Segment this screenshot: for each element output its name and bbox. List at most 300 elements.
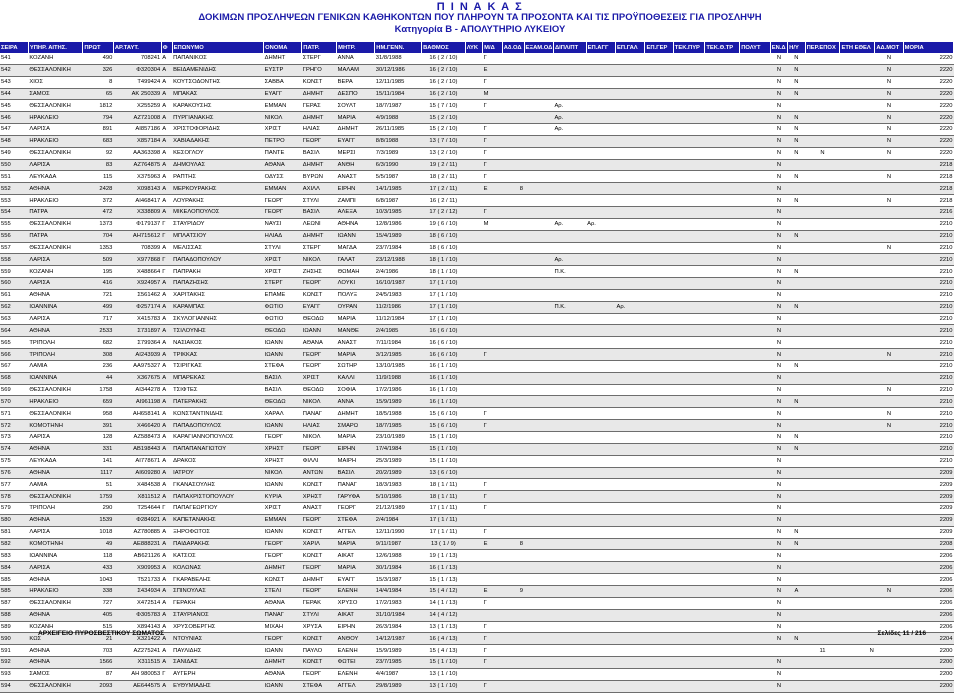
table-row <box>0 218 954 230</box>
table-cell: ΔΕΣΠΟ <box>337 88 375 100</box>
table-cell <box>586 325 615 337</box>
table-cell: 17 ( 1 / 11) <box>422 526 466 538</box>
table-cell <box>586 360 615 372</box>
table-cell: ΤΡΙΚΚΑΣ <box>172 349 264 361</box>
table-cell <box>805 313 840 325</box>
table-cell <box>465 349 482 361</box>
table-cell: 2220 <box>903 112 953 124</box>
table-cell <box>805 254 840 266</box>
table-cell: ΑΝΘΟΥ <box>337 633 375 645</box>
table-cell <box>616 313 645 325</box>
table-cell <box>524 680 553 692</box>
table-cell: ΑΙ344278 <box>113 384 161 396</box>
table-cell <box>502 597 524 609</box>
table-cell: 17 ( 2 / 11) <box>422 183 466 195</box>
table-cell <box>465 135 482 147</box>
table-cell: Α <box>161 88 172 100</box>
table-cell <box>465 420 482 432</box>
table-cell: Φ305783 <box>113 609 161 621</box>
table-cell: ΚΟΜΟΤΗΝΗ <box>28 420 82 432</box>
table-cell <box>483 372 503 384</box>
table-cell: ΦΩΤΕΙ <box>337 657 375 669</box>
column-header: ΕΤΗ ΕΘΕΛ <box>840 42 875 53</box>
table-cell <box>875 609 903 621</box>
table-cell <box>740 100 771 112</box>
table-cell: 2206 <box>903 562 953 574</box>
table-cell <box>840 349 875 361</box>
table-cell: 2210 <box>903 266 953 278</box>
table-cell: Ν <box>788 76 805 88</box>
table-cell: ΚΩΝΣΤΑΝΤΙΝΙΔΗΣ <box>172 408 264 420</box>
table-cell <box>645 242 673 254</box>
table-cell: ΔΗΜΗΤ <box>264 657 302 669</box>
table-cell: Α <box>161 372 172 384</box>
table-cell: ΜΑΡΙΑ <box>337 562 375 574</box>
table-cell: Ε <box>483 585 503 597</box>
table-cell <box>502 64 524 76</box>
table-cell: Ν <box>875 64 903 76</box>
table-cell: Ν <box>770 396 787 408</box>
table-cell <box>673 657 705 669</box>
table-cell <box>740 147 771 159</box>
table-cell <box>840 443 875 455</box>
table-cell: ΔΗΜΟΥΛΑΣ <box>172 159 264 171</box>
table-cell: ΜΑΛΑΜ <box>337 64 375 76</box>
column-header: ΟΝΟΜΑ <box>264 42 302 53</box>
table-cell: ΟΥΡΑΝ <box>337 301 375 313</box>
table-cell: 2210 <box>903 408 953 420</box>
table-cell: 569 <box>0 384 28 396</box>
table-row <box>0 538 954 550</box>
table-cell: ΗΛΙΑΣ <box>302 420 337 432</box>
table-cell <box>840 313 875 325</box>
table-cell: 587 <box>0 597 28 609</box>
table-cell <box>840 64 875 76</box>
table-cell <box>705 585 740 597</box>
table-cell: Ν <box>770 53 787 64</box>
table-cell <box>465 278 482 290</box>
table-cell: ΧΡΥΣΟΒΕΡΓΗΣ <box>172 621 264 633</box>
table-cell: Α <box>161 337 172 349</box>
table-cell: Γ <box>161 668 172 680</box>
table-cell <box>740 349 771 361</box>
table-cell: 16 ( 1 / 10) <box>422 360 466 372</box>
table-cell <box>840 124 875 136</box>
table-cell <box>705 325 740 337</box>
table-cell <box>805 100 840 112</box>
table-cell: Ν <box>788 526 805 538</box>
table-cell <box>673 183 705 195</box>
table-cell: Χ311515 <box>113 657 161 669</box>
table-cell: ΓΕΡΑΚ <box>302 597 337 609</box>
table-cell <box>586 503 615 515</box>
table-cell <box>788 491 805 503</box>
table-cell: Σ434934 <box>113 585 161 597</box>
table-cell: Α <box>161 609 172 621</box>
table-cell <box>673 53 705 64</box>
table-cell: ΑΥΓΕΡΗ <box>172 668 264 680</box>
table-cell: ΑΘΗΝΑ <box>28 467 82 479</box>
table-cell: ΤΡΙΠΟΛΗ <box>28 337 82 349</box>
table-cell: ΘΕΟΔΩ <box>264 396 302 408</box>
table-cell: Γ <box>161 503 172 515</box>
table-cell <box>740 657 771 669</box>
table-cell <box>705 597 740 609</box>
table-cell <box>840 633 875 645</box>
table-cell <box>875 597 903 609</box>
table-cell <box>553 668 586 680</box>
table-cell <box>788 680 805 692</box>
table-cell <box>586 443 615 455</box>
table-cell: Ν <box>770 325 787 337</box>
table-cell <box>788 657 805 669</box>
table-cell <box>805 467 840 479</box>
table-cell: ΒΑΣΙΛ <box>337 467 375 479</box>
table-cell: Α <box>161 53 172 64</box>
table-cell <box>616 242 645 254</box>
table-cell: 2210 <box>903 230 953 242</box>
table-cell: 562 <box>0 301 28 313</box>
table-cell: 16 ( 2 / 10) <box>422 53 466 64</box>
table-cell <box>875 680 903 692</box>
table-cell <box>673 360 705 372</box>
table-cell <box>805 206 840 218</box>
table-cell <box>705 574 740 586</box>
table-cell: Γ <box>483 159 503 171</box>
table-row <box>0 195 954 207</box>
table-cell: 87 <box>83 668 114 680</box>
table-cell <box>553 206 586 218</box>
table-cell: ΘΕΣΣΑΛΟΝΙΚΗ <box>28 218 82 230</box>
table-cell: ΚΟΖΑΝΗ <box>28 621 82 633</box>
table-cell <box>553 491 586 503</box>
table-cell <box>645 455 673 467</box>
column-header: ΔΙΠΛ/ΠΤ <box>553 42 586 53</box>
table-cell: ΜΙΧΑΗ <box>264 621 302 633</box>
table-cell <box>645 325 673 337</box>
table-cell: ΘΕΟΔΩ <box>302 384 337 396</box>
table-cell: 16 ( 6 / 10) <box>422 337 466 349</box>
table-cell <box>805 53 840 64</box>
table-cell <box>645 609 673 621</box>
table-cell: Γ <box>483 147 503 159</box>
table-cell: 12/11/1990 <box>375 526 422 538</box>
table-cell <box>465 526 482 538</box>
table-cell <box>465 289 482 301</box>
table-cell: 594 <box>0 680 28 692</box>
table-cell <box>645 360 673 372</box>
table-cell <box>586 88 615 100</box>
table-cell: 10/3/1985 <box>375 206 422 218</box>
table-cell: Ν <box>770 313 787 325</box>
table-row <box>0 53 954 64</box>
table-row <box>0 183 954 195</box>
table-cell <box>645 195 673 207</box>
table-cell: 13 ( 6 / 10) <box>422 467 466 479</box>
table-cell: Α <box>161 491 172 503</box>
table-cell: ΓΕΩΡΓ <box>302 349 337 361</box>
table-cell <box>483 313 503 325</box>
table-cell: Ν <box>770 526 787 538</box>
table-cell: Ν <box>770 230 787 242</box>
table-cell: ΧΡΙΣΤ <box>264 266 302 278</box>
table-cell <box>524 218 553 230</box>
table-cell: ΘΕΣΣΑΛΟΝΙΚΗ <box>28 491 82 503</box>
table-cell <box>875 479 903 491</box>
table-row <box>0 76 954 88</box>
table-cell <box>465 621 482 633</box>
table-cell <box>875 657 903 669</box>
table-cell <box>553 574 586 586</box>
table-cell <box>788 621 805 633</box>
table-cell: 30/12/1986 <box>375 64 422 76</box>
table-cell: 472 <box>83 206 114 218</box>
table-cell <box>673 313 705 325</box>
table-cell <box>788 337 805 349</box>
table-cell <box>673 124 705 136</box>
table-cell: ΝΑΣΙΑΚΟΣ <box>172 337 264 349</box>
table-cell: ΒΕΙΔΑΜΕΝΙΔΗΣ <box>172 64 264 76</box>
table-cell: 2206 <box>903 585 953 597</box>
table-cell: 546 <box>0 112 28 124</box>
table-cell: Ν <box>770 206 787 218</box>
table-cell <box>616 514 645 526</box>
table-cell <box>645 171 673 183</box>
table-cell: ΑΖ275241 <box>113 645 161 657</box>
table-cell: ΧΡΙΣΤ <box>264 124 302 136</box>
table-cell: ΓΕΩΡΓ <box>302 360 337 372</box>
table-cell: 23/10/1989 <box>375 432 422 444</box>
table-cell <box>553 432 586 444</box>
table-row <box>0 657 954 669</box>
table-cell <box>875 503 903 515</box>
table-cell <box>483 432 503 444</box>
table-cell: Ν <box>770 479 787 491</box>
table-cell <box>524 124 553 136</box>
table-cell <box>553 443 586 455</box>
table-cell: 17 ( 1 / 10) <box>422 301 466 313</box>
table-cell <box>524 112 553 124</box>
table-cell <box>465 112 482 124</box>
table-cell <box>788 562 805 574</box>
table-cell <box>705 337 740 349</box>
table-cell <box>805 668 840 680</box>
table-cell <box>740 597 771 609</box>
table-cell <box>616 76 645 88</box>
table-cell <box>502 266 524 278</box>
table-cell <box>586 206 615 218</box>
table-cell: ΠΑΠΑΖΗΣΗΣ <box>172 278 264 290</box>
table-cell <box>586 657 615 669</box>
table-cell: 21 <box>83 633 114 645</box>
table-cell: Α <box>161 301 172 313</box>
table-cell: 2204 <box>903 633 953 645</box>
table-cell: ΑΙ857186 <box>113 124 161 136</box>
table-cell <box>645 550 673 562</box>
table-cell <box>840 597 875 609</box>
table-cell <box>788 242 805 254</box>
table-cell: ΑΘΗΝΑ <box>28 183 82 195</box>
table-cell: ΠΑΤΡΑ <box>28 230 82 242</box>
table-cell: 4/9/1988 <box>375 112 422 124</box>
table-cell: ΧΡΙΣΤ <box>264 503 302 515</box>
table-cell <box>553 313 586 325</box>
table-cell: ΛΑΜΙΑ <box>28 479 82 491</box>
table-cell <box>673 633 705 645</box>
table-cell: ΓΕΩΡΓ <box>302 562 337 574</box>
table-cell <box>502 254 524 266</box>
table-cell: 683 <box>83 135 114 147</box>
table-cell <box>840 76 875 88</box>
table-cell <box>645 112 673 124</box>
table-cell <box>483 668 503 680</box>
table-cell <box>524 384 553 396</box>
table-cell <box>465 633 482 645</box>
table-cell <box>788 514 805 526</box>
table-cell: ΔΗΜΗΤ <box>302 88 337 100</box>
table-cell: ΜΠΑΡΕΚΑΣ <box>172 372 264 384</box>
column-header: ΑΡ.ΤΑΥΤ. <box>113 42 161 53</box>
table-cell: 593 <box>0 668 28 680</box>
table-cell <box>788 574 805 586</box>
table-cell <box>840 325 875 337</box>
table-cell <box>740 124 771 136</box>
table-cell <box>586 455 615 467</box>
table-cell: ΑΝΑΣΤ <box>337 337 375 349</box>
table-cell <box>645 420 673 432</box>
table-cell <box>875 491 903 503</box>
table-cell <box>840 266 875 278</box>
column-header: ΕΝ.Δ <box>770 42 787 53</box>
table-cell <box>740 218 771 230</box>
table-cell: ΤΣΙΛΟΥΝΗΣ <box>172 325 264 337</box>
table-cell: 23/12/1988 <box>375 254 422 266</box>
table-cell <box>524 289 553 301</box>
table-cell <box>502 230 524 242</box>
table-cell <box>502 550 524 562</box>
table-cell: ΣΤΕΛΙ <box>264 585 302 597</box>
table-cell: Ν <box>875 112 903 124</box>
table-cell <box>524 88 553 100</box>
table-cell: ΧΑΡΙΤΑΚΗΣ <box>172 289 264 301</box>
table-cell: ΧΡΗΣΤ <box>264 443 302 455</box>
table-cell: 17 ( 1 / 11) <box>422 503 466 515</box>
table-cell: Α <box>161 621 172 633</box>
table-cell <box>875 574 903 586</box>
table-cell: Α <box>161 585 172 597</box>
table-cell <box>840 301 875 313</box>
table-cell: ΛΟΥΡΑΚΗΣ <box>172 195 264 207</box>
table-cell: 13 ( 1 / 9) <box>422 538 466 550</box>
table-cell: 92 <box>83 147 114 159</box>
table-cell: Γ <box>483 349 503 361</box>
table-cell: Ν <box>788 301 805 313</box>
table-cell: Ν <box>770 550 787 562</box>
table-cell: Ν <box>840 645 875 657</box>
table-cell <box>502 135 524 147</box>
table-cell <box>645 337 673 349</box>
table-cell: 331 <box>83 443 114 455</box>
table-cell: ΑΒ198443 <box>113 443 161 455</box>
table-row <box>0 384 954 396</box>
table-cell <box>740 550 771 562</box>
table-cell <box>586 467 615 479</box>
table-cell: ΓΡΗΓΟ <box>302 64 337 76</box>
table-cell <box>524 550 553 562</box>
table-cell <box>465 88 482 100</box>
table-cell: 572 <box>0 420 28 432</box>
table-cell <box>465 372 482 384</box>
table-cell: Ν <box>770 254 787 266</box>
table-cell: 6/8/1987 <box>375 195 422 207</box>
table-cell <box>740 76 771 88</box>
table-cell: Μ <box>483 88 503 100</box>
table-cell <box>840 680 875 692</box>
table-cell: 721 <box>83 289 114 301</box>
table-cell <box>645 147 673 159</box>
table-cell: Γ <box>483 100 503 112</box>
table-cell: 4/4/1987 <box>375 668 422 680</box>
table-cell <box>616 159 645 171</box>
table-cell: ΜΑΡΙΑ <box>337 112 375 124</box>
table-cell: ΣΟΥΛΤ <box>337 100 375 112</box>
table-cell <box>483 278 503 290</box>
table-cell: Ν <box>770 135 787 147</box>
table-cell: Ν <box>788 124 805 136</box>
table-cell: Γ <box>483 124 503 136</box>
table-cell: 544 <box>0 88 28 100</box>
column-header: ΤΕΚ.ΠΥΡ <box>673 42 705 53</box>
table-cell: Ν <box>770 538 787 550</box>
table-cell <box>788 479 805 491</box>
table-cell: ΣΑΜΟΣ <box>28 668 82 680</box>
table-cell <box>502 325 524 337</box>
table-cell: ΠΑΠΑΔΟΠΟΥΛΟΣ <box>172 420 264 432</box>
table-cell <box>740 491 771 503</box>
table-cell <box>553 159 586 171</box>
table-row <box>0 562 954 574</box>
table-cell: Α <box>161 135 172 147</box>
table-cell <box>645 585 673 597</box>
table-cell: 16 ( 2 / 10) <box>422 64 466 76</box>
table-cell: ΛΕΥΚΑΔΑ <box>28 455 82 467</box>
table-cell: 1373 <box>83 218 114 230</box>
table-cell <box>740 420 771 432</box>
table-cell <box>840 171 875 183</box>
table-cell <box>524 621 553 633</box>
table-cell <box>586 147 615 159</box>
table-cell <box>673 443 705 455</box>
table-cell: 2533 <box>83 325 114 337</box>
table-cell <box>840 574 875 586</box>
table-cell: ΞΗΡΟΦΩΤΟΣ <box>172 526 264 538</box>
table-cell: ΣΠΙΝΟΥΛΑΣ <box>172 585 264 597</box>
table-cell: ΧΡΗΣΤ <box>302 491 337 503</box>
table-cell <box>616 218 645 230</box>
table-cell <box>465 124 482 136</box>
table-cell <box>586 100 615 112</box>
table-cell: Αρ. <box>616 301 645 313</box>
table-cell: ΑΝΑΣΤ <box>337 171 375 183</box>
table-cell <box>616 609 645 621</box>
table-cell: 2209 <box>903 491 953 503</box>
table-cell: Ν <box>770 360 787 372</box>
table-cell <box>805 112 840 124</box>
table-cell: Ν <box>788 88 805 100</box>
table-cell <box>805 633 840 645</box>
table-cell <box>586 609 615 621</box>
table-cell <box>788 254 805 266</box>
